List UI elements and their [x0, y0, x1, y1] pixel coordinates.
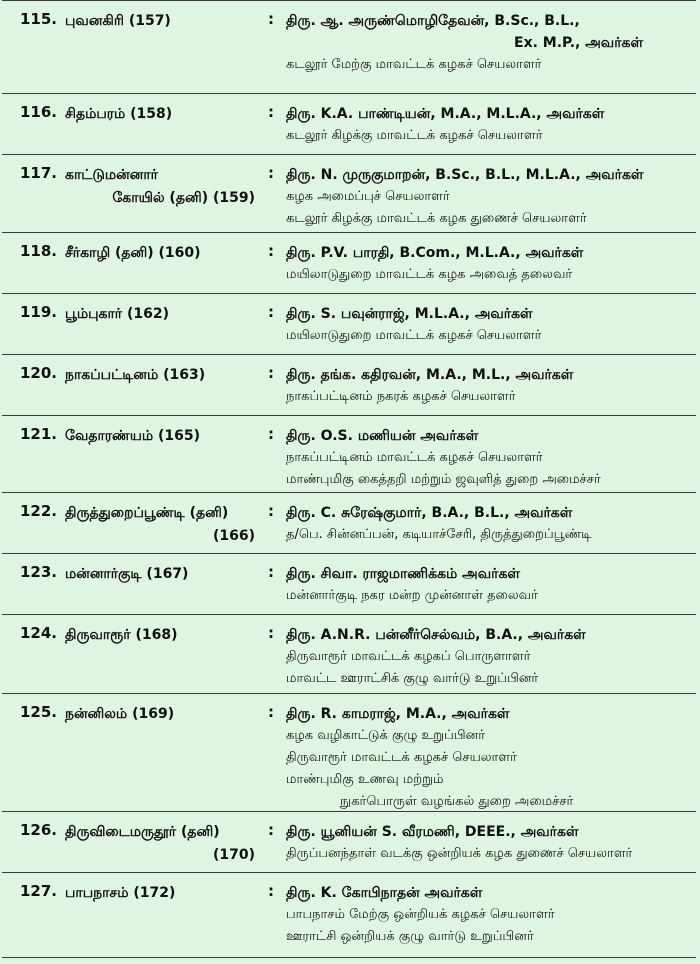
constituency-name-cont: கோயில் (தனி) (159)	[112, 190, 255, 206]
constituency-name: காட்டுமன்னார்	[65, 167, 158, 183]
constituency	[65, 821, 255, 867]
candidate-name: திரு. C. சுரேஷ்குமார், B.A., B.L., அவர்கள்	[286, 505, 573, 521]
candidate-description: மாண்புமிகு கைத்தறி மற்றும் ஜவுளித் துறை அமைச்சர்	[286, 472, 601, 487]
separator: :	[268, 164, 274, 182]
constituency-name-cont: (170)	[212, 847, 255, 863]
constituency	[65, 364, 255, 387]
constituency	[65, 164, 255, 210]
candidate-name: திரு. K.A. பாண்டியன், M.A., M.L.A., அவர்கள்	[286, 106, 605, 122]
candidate	[286, 821, 686, 865]
candidate-description: மயிலாடுதுறை மாவட்டக் கழகச் செயலாளர்	[286, 328, 542, 343]
constituency-name: நாகப்பட்டினம் (163)	[65, 367, 206, 383]
candidate	[286, 103, 686, 147]
separator: :	[268, 563, 274, 581]
candidate-name: திரு. யூனியன் S. வீரமணி, DEEE., அவர்கள்	[286, 824, 579, 840]
separator: :	[268, 242, 274, 260]
separator: :	[268, 364, 274, 382]
constituency-name: திருவிடைமருதூர் (தனி)	[65, 824, 220, 840]
entry-number: 127.	[20, 882, 58, 900]
candidate	[286, 882, 686, 948]
constituency-name: நன்னிலம் (169)	[65, 706, 175, 722]
candidate-name: திரு. ஆ. அருண்மொழிதேவன், B.Sc., B.L.,	[286, 13, 580, 29]
table-row	[2, 693, 696, 811]
constituency-name: சீர்காழி (தனி) (160)	[65, 245, 201, 261]
candidate-description: நாகப்பட்டினம் மாவட்டக் கழகச் செயலாளர்	[286, 450, 543, 465]
candidate	[286, 624, 686, 690]
constituency-name: பாபநாசம் (172)	[65, 885, 176, 901]
candidate	[286, 364, 686, 408]
constituency-name: புவனகிரி (157)	[65, 13, 171, 29]
table-row	[2, 293, 696, 354]
table-row	[2, 553, 696, 614]
table-row	[2, 415, 696, 492]
candidate-name: திரு. A.N.R. பன்னீர்செல்வம், B.A., அவர்கள்	[286, 627, 586, 643]
entry-number: 124.	[20, 624, 58, 642]
candidate-description: கழக வழிகாட்டுக் குழு உறுப்பினர்	[286, 728, 486, 743]
candidate-name-cont: Ex. M.P., அவர்கள்	[514, 35, 644, 51]
candidate	[286, 303, 686, 347]
candidate-description: மன்னார்குடி நகர மன்ற முன்னாள் தலைவர்	[286, 588, 538, 603]
table-row	[2, 872, 696, 958]
separator: :	[268, 624, 274, 642]
candidate-description: மாவட்ட ஊராட்சிக் குழு வார்டு உறுப்பினர்	[286, 671, 539, 686]
table-row	[2, 354, 696, 415]
entry-number: 117.	[20, 164, 58, 182]
candidate-description: கடலூர் மேற்கு மாவட்டக் கழகச் செயலாளர்	[286, 57, 542, 72]
separator: :	[268, 10, 274, 28]
entry-number: 118.	[20, 242, 58, 260]
separator: :	[268, 425, 274, 443]
constituency	[65, 703, 255, 726]
candidate-description: கடலூர் கிழக்கு மாவட்டக் கழக துணைச் செயலாளர்	[286, 211, 587, 226]
candidate	[286, 242, 686, 286]
entry-number: 115.	[20, 10, 58, 28]
candidate-name: திரு. N. முருகுமாறன், B.Sc., B.L., M.L.A., அவர்கள்	[286, 167, 644, 183]
entry-number: 125.	[20, 703, 58, 721]
entry-number: 119.	[20, 303, 58, 321]
constituency	[65, 10, 255, 33]
candidate-description: மயிலாடுதுறை மாவட்டக் கழக அவைத் தலைவர்	[286, 267, 573, 282]
table-row	[2, 0, 696, 93]
candidate-description: கழக அமைப்புச் செயலாளர்	[286, 189, 450, 204]
constituency	[65, 103, 255, 126]
constituency	[65, 425, 255, 448]
constituency-name: வேதாரண்யம் (165)	[65, 428, 200, 444]
table-row	[2, 811, 696, 872]
constituency	[65, 882, 255, 905]
table-row	[2, 93, 696, 154]
entry-number: 116.	[20, 103, 58, 121]
entry-number: 126.	[20, 821, 58, 839]
constituency	[65, 242, 255, 265]
candidate-description: நாகப்பட்டினம் நகரக் கழகச் செயலாளர்	[286, 389, 516, 404]
candidate-description: திருவாரூர் மாவட்டக் கழகப் பொருளாளர்	[286, 649, 531, 664]
candidate-description: பாபநாசம் மேற்கு ஒன்றியக் கழகச் செயலாளர்	[286, 907, 555, 922]
candidate-name: திரு. K. கோபிநாதன் அவர்கள்	[286, 885, 483, 901]
candidate-name: திரு. O.S. மணியன் அவர்கள்	[286, 428, 479, 444]
constituency-name-cont: (166)	[212, 528, 255, 544]
constituency-name: திருவாரூர் (168)	[65, 627, 178, 643]
constituency	[65, 502, 255, 548]
candidate-name: திரு. S. பவுன்ராஜ், M.L.A., அவர்கள்	[286, 306, 533, 322]
candidate-name: திரு. தங்க. கதிரவன், M.A., M.L., அவர்கள்	[286, 367, 574, 383]
table-row	[2, 492, 696, 553]
table-row	[2, 232, 696, 293]
candidate	[286, 10, 686, 76]
candidate	[286, 164, 686, 230]
candidate-description: த/பெ. சின்னப்பன், கடியாச்சேரி, திருத்துறைப்பூண்டி	[286, 527, 592, 542]
candidate	[286, 425, 686, 491]
candidate-description: மாண்புமிகு உணவு மற்றும்	[286, 772, 444, 787]
separator: :	[268, 821, 274, 839]
constituency	[65, 563, 255, 586]
candidate-description: ஊராட்சி ஒன்றியக் குழு வார்டு உறுப்பினர்	[286, 929, 534, 944]
separator: :	[268, 103, 274, 121]
separator: :	[268, 502, 274, 520]
candidate-description-cont: நுகர்பொருள் வழங்கல் துறை அமைச்சர்	[340, 794, 574, 809]
candidate	[286, 563, 686, 607]
constituency	[65, 303, 255, 326]
separator: :	[268, 882, 274, 900]
constituency-name: சிதம்பரம் (158)	[65, 106, 173, 122]
entry-number: 122.	[20, 502, 58, 520]
constituency-name: பூம்புகார் (162)	[65, 306, 170, 322]
candidate	[286, 703, 686, 813]
table-row	[2, 154, 696, 232]
candidate-name: திரு. சிவா. ராஜமாணிக்கம் அவர்கள்	[286, 566, 521, 582]
constituency-name: திருத்துறைப்பூண்டி (தனி)	[65, 505, 229, 521]
candidate	[286, 502, 686, 546]
constituency	[65, 624, 255, 647]
candidate-name: திரு. P.V. பாரதி, B.Com., M.L.A., அவர்கள்	[286, 245, 584, 261]
entry-number: 123.	[20, 563, 58, 581]
table-row	[2, 614, 696, 693]
constituency-name: மன்னார்குடி (167)	[65, 566, 189, 582]
separator: :	[268, 703, 274, 721]
entry-number: 121.	[20, 425, 58, 443]
candidate-description: திருப்பனந்தாள் வடக்கு ஒன்றியக் கழக துணைச் செயலாளர்	[286, 846, 633, 861]
candidate-description: திருவாரூர் மாவட்டக் கழகச் செயலாளர்	[286, 750, 517, 765]
entry-number: 120.	[20, 364, 58, 382]
candidate-name: திரு. R. காமராஜ், M.A., அவர்கள்	[286, 706, 510, 722]
separator: :	[268, 303, 274, 321]
candidate-description: கடலூர் கிழக்கு மாவட்டக் கழகச் செயலாளர்	[286, 128, 543, 143]
